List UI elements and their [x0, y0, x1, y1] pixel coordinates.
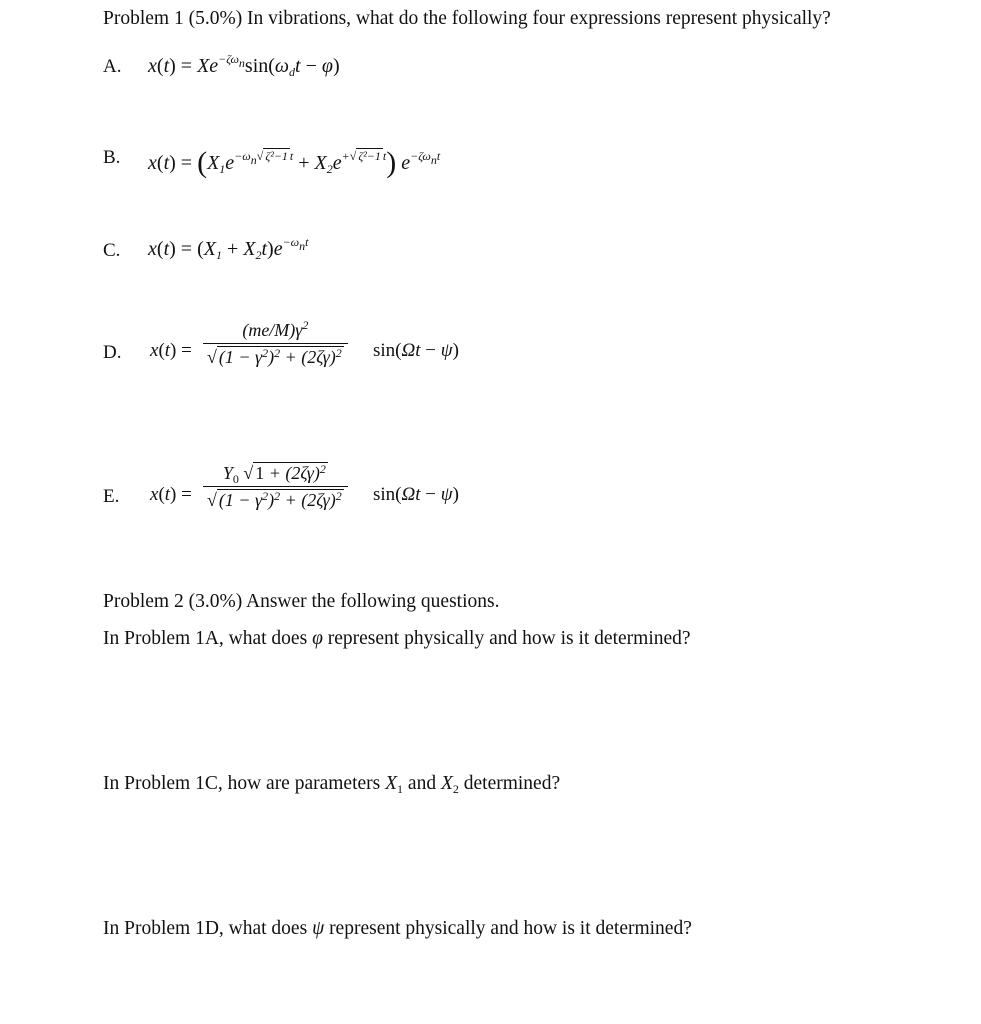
x1-symbol: X — [385, 773, 398, 794]
question-1d-post: represent physically and how is it determined? — [324, 918, 692, 939]
option-b-label: B. — [103, 147, 121, 168]
equation-d-rhs: sin(Ωt − ψ) — [373, 340, 459, 361]
equation-e-fraction: $Y_0$ √ $1 + (2\zeta\gamma)^2$ √ $(1 - \gamma^2)^2 + (2\zeta\gamma)^2$ — [203, 462, 348, 511]
x1-subscript: 1 — [397, 782, 404, 796]
psi-symbol: ψ — [312, 918, 325, 939]
option-e-label: E. — [103, 486, 120, 507]
x2-symbol: X — [440, 773, 453, 794]
question-1a-pre: In Problem 1A, what does — [103, 628, 313, 649]
equation-d-lhs: x(t) = — [150, 340, 192, 361]
equation-e-rhs: sin(Ωt − ψ) — [373, 484, 459, 505]
x2-subscript: 2 — [452, 782, 459, 796]
option-c-label: C. — [103, 240, 121, 261]
option-a-label: A. — [103, 56, 122, 77]
equation-a: $x(t) = Xe^{-\zeta\omega n}\sin(\omega_dt - \varphi)$ — [148, 52, 340, 79]
question-1c-and: and — [403, 773, 441, 794]
question-1c-pre: In Problem 1C, how are parameters — [103, 773, 386, 794]
question-1a-post: represent physically and how is it determined? — [322, 628, 691, 649]
question-1d — [103, 918, 692, 940]
question-1a — [103, 628, 691, 650]
phi-symbol: φ — [312, 628, 323, 649]
question-1c-post: determined? — [458, 773, 561, 794]
equation-d-fraction: $(me/M)\gamma^2$ √ $(1 - \gamma^2)^2 + (2\zeta\gamma)^2$ — [203, 320, 348, 368]
question-1c — [103, 773, 560, 795]
question-1d-pre: In Problem 1D, what does — [103, 918, 313, 939]
equation-b: $x(t) = (X_1e^{-\omega n√ \zeta^2-1 t} + X_2e^{+√ \zeta^2-1 t})$ $e^{-\zeta\omega nt}$ — [148, 146, 441, 179]
problem2-title: Problem 2 (3.0%) Answer the following questions. — [103, 591, 500, 612]
problem1-title: Problem 1 (5.0%) In vibrations, what do the following four expressions represent physically? — [103, 8, 831, 29]
equation-c: $x(t) = (X_1 + X_2t)e^{-\omega nt}$ — [148, 235, 309, 262]
equation-e-lhs: x(t) = — [150, 484, 192, 505]
option-d-label: D. — [103, 342, 122, 363]
